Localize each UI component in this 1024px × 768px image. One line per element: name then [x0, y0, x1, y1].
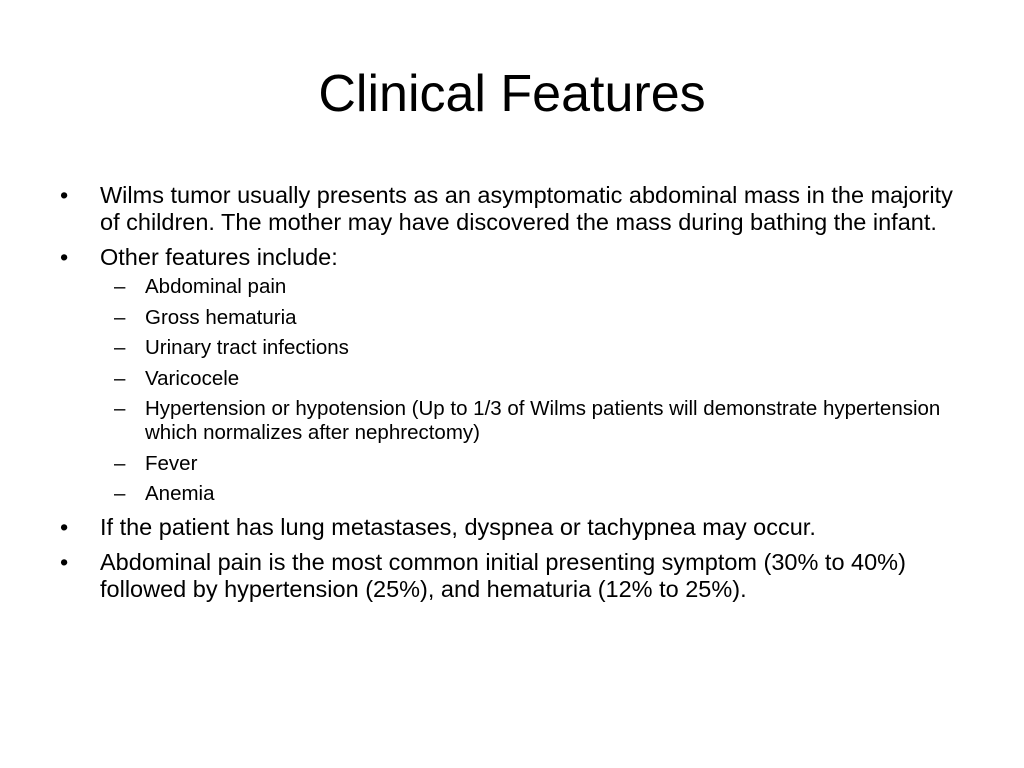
bullet-text: Wilms tumor usually presents as an asymptomatic abdominal mass in the majority of children. The mother may have discovered the mass during bathing the infant.: [100, 182, 953, 235]
bullet-list: [58, 182, 968, 603]
dash-icon: –: [114, 482, 126, 505]
sub-bullet-item: [100, 397, 968, 445]
bullet-item-presentation: [58, 182, 968, 236]
sub-bullet-text: Fever: [145, 451, 198, 475]
sub-bullet-item: [100, 336, 968, 360]
sub-bullet-item: [100, 275, 968, 299]
sub-bullet-item: [100, 306, 968, 330]
sub-bullet-text: Urinary tract infections: [145, 336, 349, 359]
sub-bullet-text: Anemia: [145, 482, 215, 505]
bullet-icon: •: [60, 514, 69, 540]
dash-icon: –: [114, 397, 126, 420]
dash-icon: –: [114, 336, 126, 359]
dash-icon: –: [114, 451, 126, 475]
bullet-text: Other features include:: [100, 244, 338, 270]
dash-icon: –: [114, 305, 126, 329]
bullet-item-lung-metastases: [58, 514, 968, 541]
bullet-text: If the patient has lung metastases, dyspnea or tachypnea may occur.: [100, 514, 816, 540]
sub-bullet-text: Abdominal pain: [145, 275, 287, 298]
bullet-item-other-features: [58, 244, 968, 506]
slide-title: Clinical Features: [318, 65, 706, 123]
bullet-icon: •: [60, 549, 69, 575]
bullet-text: Abdominal pain is the most common initial presenting symptom (30% to 40%) followed by hypertension (25%), and hematuria (12% to 25%).: [100, 549, 906, 602]
sub-bullet-item: [100, 452, 968, 476]
bullet-item-abdominal-pain: [58, 549, 968, 603]
slide-body: [58, 182, 968, 611]
sub-bullet-text: Gross hematuria: [145, 305, 297, 329]
sub-bullet-item: [100, 482, 968, 506]
dash-icon: –: [114, 366, 126, 390]
bullet-icon: •: [60, 182, 69, 208]
bullet-icon: •: [60, 244, 69, 270]
sub-bullet-text: Varicocele: [145, 366, 240, 390]
sub-bullet-list: [100, 275, 968, 506]
sub-bullet-text: Hypertension or hypotension (Up to 1/3 of Wilms patients will demonstrate hypertension which normalizes after nephrectomy): [145, 397, 941, 444]
dash-icon: –: [114, 275, 126, 298]
sub-bullet-item: [100, 367, 968, 391]
